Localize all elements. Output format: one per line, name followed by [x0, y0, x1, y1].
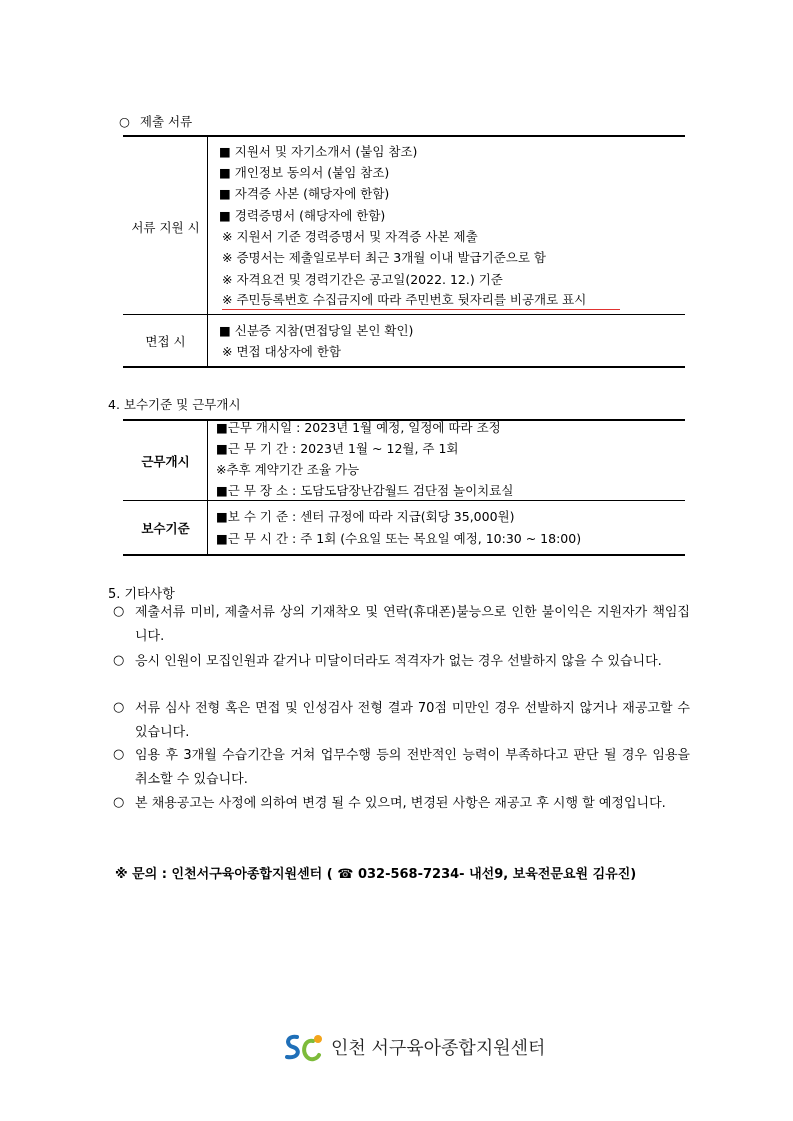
list-bullet-circle: ○: [113, 747, 125, 762]
center-logo-icon: [283, 1031, 325, 1063]
section-docs-heading: [119, 113, 192, 131]
logo-text: 인천 서구육아종합지원센터: [331, 1038, 546, 1059]
doc-item: ■ 지원서 및 자기소개서 (붙임 참조): [219, 144, 418, 159]
work-item: ■근 무 장 소 : 도담도담장난감월드 검단점 놀이치료실: [216, 483, 514, 498]
heading-text: 제출 서류: [139, 114, 193, 129]
etc-item: 서류 심사 전형 혹은 면접 및 인성검사 전형 결과 70점 미만인 경우 선발하지 않거나 재공고할 수 있습니다.: [135, 701, 690, 740]
heading-circle-mark: ○: [119, 114, 130, 129]
doc-note: ※ 지원서 기준 경력증명서 및 자격증 사본 제출: [222, 229, 478, 244]
interview-note: ※ 면접 대상자에 한함: [222, 344, 341, 359]
doc-note: ※ 증명서는 제출일로부터 최근 3개월 이내 발급기준으로 함: [222, 250, 546, 265]
doc-item: ■ 개인정보 동의서 (붙임 참조): [219, 165, 390, 180]
section-pay-heading: 4. 보수기준 및 근무개시: [108, 397, 241, 412]
pay-item: ■근 무 시 간 : 주 1회 (수요일 또는 목요일 예정, 10:30 ~ 18:00): [216, 531, 582, 546]
etc-item: 응시 인원이 모집인원과 같거나 미달이더라도 적격자가 없는 경우 선발하지 않을 수 있습니다.: [135, 654, 662, 669]
etc-item: 제출서류 미비, 제출서류 상의 기재착오 및 연락(휴대폰)불능으로 인한 불이익은 지원자가 책임집니다.: [135, 605, 690, 644]
row-label-interview: 면접 시: [145, 334, 186, 349]
contact-info: ※ 문의 : 인천서구육아종합지원센터 ( ☎ 032-568-7234- 내선9, 보육전문요원 김유진): [115, 867, 637, 882]
doc-note-privacy: ※ 주민등록번호 수집금지에 따라 주민번호 뒷자리를 비공개로 표시: [222, 292, 587, 307]
doc-item: ■ 자격증 사본 (해당자에 한함): [219, 186, 390, 201]
interview-item: ■ 신분증 지참(면접당일 본인 확인): [219, 323, 414, 338]
work-item: ■근무 개시일 : 2023년 1월 예정, 일정에 따라 조정: [216, 420, 501, 435]
row-label-document-submit: 서류 지원 시: [131, 220, 200, 235]
work-note: ※추후 계약기간 조율 가능: [216, 462, 360, 477]
list-bullet-circle: ○: [113, 700, 125, 715]
pay-item: ■보 수 기 준 : 센터 규정에 따라 지급(회당 35,000원): [216, 509, 515, 524]
list-bullet-circle: ○: [113, 795, 125, 810]
section-etc-heading: 5. 기타사항: [108, 587, 175, 602]
doc-note: ※ 자격요건 및 경력기간은 공고일(2022. 12.) 기준: [222, 272, 503, 287]
work-item: ■근 무 기 간 : 2023년 1월 ~ 12월, 주 1회: [216, 441, 459, 456]
doc-item: ■ 경력증명서 (해당자에 한함): [219, 208, 386, 223]
list-bullet-circle: ○: [113, 653, 125, 668]
footer-logo: [283, 1030, 545, 1064]
etc-item: 본 채용공고는 사정에 의하여 변경 될 수 있으며, 변경된 사항은 재공고 후 시행 할 예정입니다.: [135, 796, 666, 811]
red-underline: [222, 309, 620, 310]
row-label-work-start: 근무개시: [141, 454, 190, 469]
row-label-pay: 보수기준: [141, 521, 190, 536]
etc-item: 임용 후 3개월 수습기간을 거쳐 업무수행 등의 전반적인 능력이 부족하다고 판단 될 경우 임용을 취소할 수 있습니다.: [135, 748, 690, 787]
list-bullet-circle: ○: [113, 604, 125, 619]
